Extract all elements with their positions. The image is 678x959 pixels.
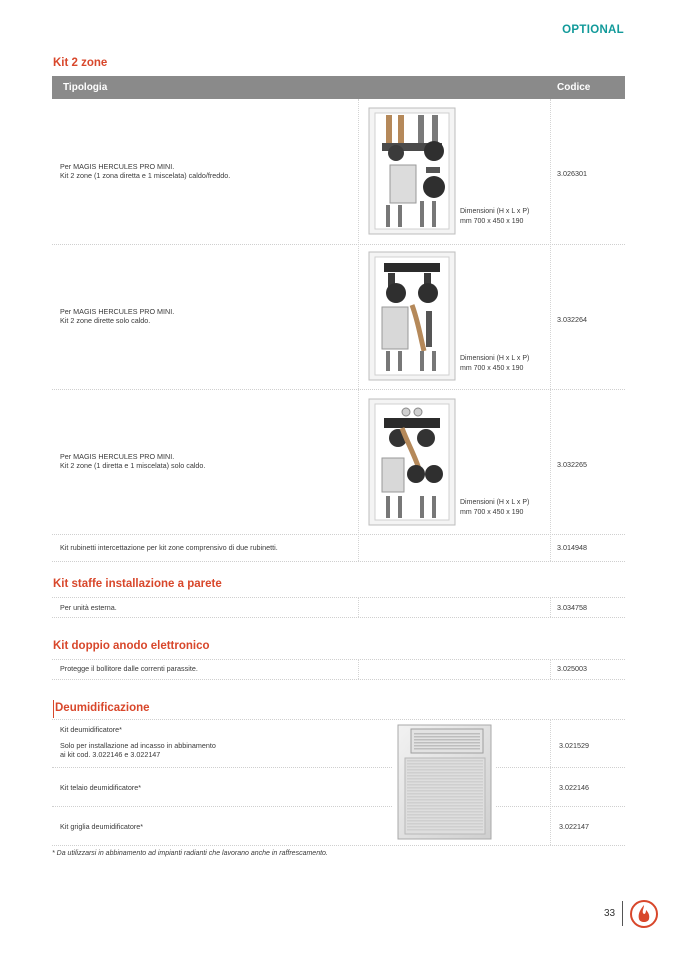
product-image-kit-zone-1 bbox=[368, 107, 456, 240]
dimensions-row-2: Dimensioni (H x L x P) mm 700 x 450 x 190 bbox=[460, 355, 530, 372]
row-divider bbox=[52, 719, 625, 720]
deum-row-3-description: Kit griglia deumidificatore* bbox=[60, 822, 144, 831]
row-divider bbox=[52, 767, 392, 768]
row-divider bbox=[52, 845, 625, 846]
product-image-kit-zone-2 bbox=[368, 251, 456, 386]
column-divider bbox=[550, 99, 551, 561]
deum-row-2-description: Kit telaio deumidificatore* bbox=[60, 783, 142, 792]
column-divider bbox=[550, 597, 551, 617]
deum-row-1-code: 3.021529 bbox=[559, 741, 589, 750]
section-title-kit-staffe: Kit staffe installazione a parete bbox=[53, 578, 222, 590]
row-divider bbox=[52, 597, 625, 598]
table-row-3-description: Per MAGIS HERCULES PRO MINI. Kit 2 zone (1 diretta e 1 miscelata) solo caldo. bbox=[60, 452, 206, 470]
staffe-code: 3.034758 bbox=[557, 603, 587, 612]
anodo-description: Protegge il bollitore dalle correnti parassite. bbox=[60, 664, 198, 673]
table-header bbox=[52, 76, 625, 99]
column-divider bbox=[358, 597, 359, 617]
row-divider bbox=[52, 561, 625, 562]
product-image-kit-zone-3 bbox=[368, 398, 456, 531]
deum-row-2-code: 3.022146 bbox=[559, 783, 589, 792]
dimensions-row-1: Dimensioni (H x L x P) mm 700 x 450 x 190 bbox=[460, 208, 530, 225]
row-divider bbox=[496, 767, 625, 768]
staffe-description: Per unità esterna. bbox=[60, 603, 117, 612]
row-divider bbox=[496, 806, 625, 807]
column-header-code: Codice bbox=[557, 82, 591, 93]
deum-row-1-description: Kit deumidificatore* Solo per installazione ad incasso in abbinamento ai kit cod. 3.022146 e 3.022147 bbox=[60, 725, 216, 759]
brand-flame-icon bbox=[630, 900, 658, 933]
table-row-rubinetti: Kit rubinetti intercettazione per kit zone comprensivo di due rubinetti. bbox=[60, 543, 278, 552]
section-title-deumidificazione: Deumidificazione bbox=[55, 702, 150, 714]
code-row-1: 3.026301 bbox=[557, 169, 587, 178]
column-divider bbox=[358, 99, 359, 561]
row-divider bbox=[52, 806, 392, 807]
row-divider bbox=[52, 389, 625, 390]
row-divider bbox=[52, 679, 625, 680]
code-row-3: 3.032265 bbox=[557, 460, 587, 469]
optional-label: OPTIONAL bbox=[562, 24, 624, 36]
code-row-2: 3.032264 bbox=[557, 315, 587, 324]
column-divider bbox=[550, 659, 551, 679]
table-row-2-description: Per MAGIS HERCULES PRO MINI. Kit 2 zone dirette solo caldo. bbox=[60, 307, 175, 325]
product-image-dehumidifier bbox=[397, 724, 492, 845]
code-row-rubinetti: 3.014948 bbox=[557, 543, 587, 552]
section-title-kit-2-zone: Kit 2 zone bbox=[53, 57, 108, 69]
row-divider bbox=[52, 659, 625, 660]
row-divider bbox=[52, 244, 625, 245]
anodo-code: 3.025003 bbox=[557, 664, 587, 673]
section-title-kit-anodo: Kit doppio anodo elettronico bbox=[53, 640, 210, 652]
deum-row-3-code: 3.022147 bbox=[559, 822, 589, 831]
table-row-1-description: Per MAGIS HERCULES PRO MINI. Kit 2 zone (1 zona diretta e 1 miscelata) caldo/freddo. bbox=[60, 162, 231, 180]
column-header-typology: Tipologia bbox=[63, 82, 108, 93]
column-divider bbox=[358, 659, 359, 679]
page-number: 33 bbox=[604, 908, 616, 919]
footnote: * Da utilizzarsi in abbinamento ad impianti radianti che lavorano anche in raffrescamento. bbox=[52, 850, 328, 857]
row-divider bbox=[52, 617, 625, 618]
dimensions-row-3: Dimensioni (H x L x P) mm 700 x 450 x 190 bbox=[460, 499, 530, 516]
page-number-divider bbox=[622, 901, 623, 926]
column-divider bbox=[550, 719, 551, 845]
section-accent-bar bbox=[53, 700, 54, 718]
row-divider bbox=[52, 534, 625, 535]
